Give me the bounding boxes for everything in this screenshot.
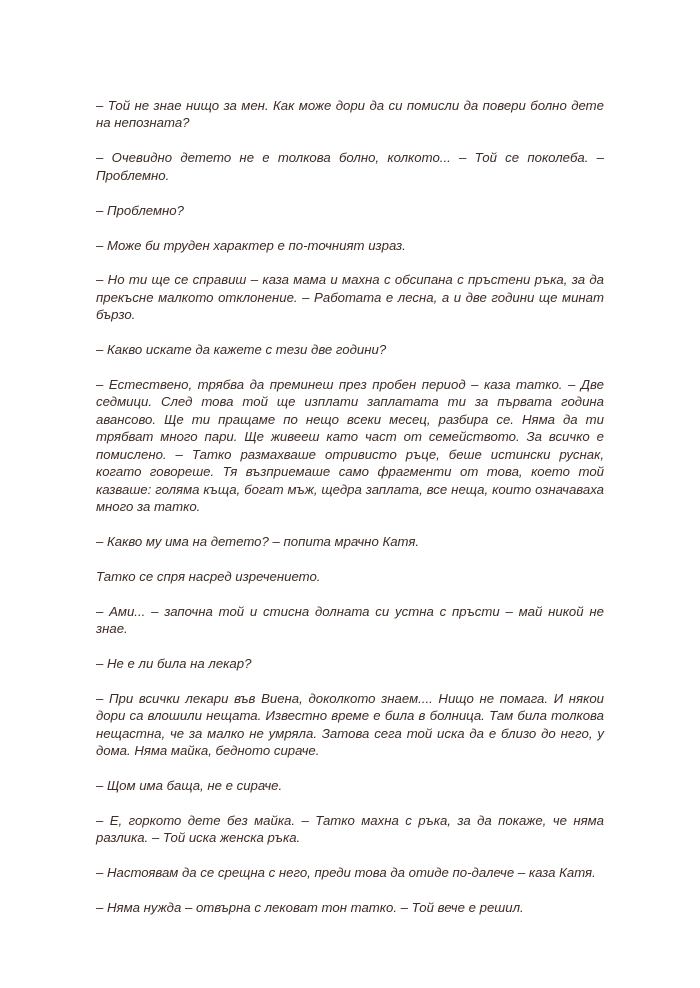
paragraph: – Естествено, трябва да преминеш през пробен период – каза татко. – Две седмици. След това той ще изплати заплатата ти за първата година авансово. Ще ти пращаме по нещо всеки месец, разбира се. Няма да ти трябват много пари. Ще живееш като част от семейството. За всичко е помислено. – Татко размахваше отривисто ръце, беше истински руснак, когато говореше. Тя възприемаше само фрагменти от това, което той казваше: голяма къща, богат мъж, щедра заплата, все неща, които означаваха много за татко. [96,377,604,514]
paragraph: Татко се спря насред изречението. [96,568,321,584]
paragraph: – Той не знае нищо за мен. Как може дори да си помисли да повери болно дете на непозната? [96,98,604,131]
body-text [96,97,604,934]
paragraph: – Няма нужда – отвърна с лековат тон татко. – Той вече е решил. [96,900,524,916]
paragraph: – Но ти ще се справиш – каза мама и махна с обсипана с пръстени ръка, за да прекъсне малкото отклонение. – Работата е лесна, а и две години ще минат бързо. [96,272,604,323]
paragraph: – Може би труден характер е по-точният израз. [96,237,406,253]
paragraph: – Не е ли била на лекар? [96,655,252,671]
paragraph: – Ами... – започна той и стисна долната си устна с пръсти – май никой не знае. [96,603,604,637]
paragraph: – Щом има баща, не е сираче. [96,777,283,793]
paragraph: – Какво искате да кажете с тези две години? [96,342,387,358]
paragraph: – Очевидно детето не е толкова болно, колкото... – Той се поколеба. – Проблемно. [96,150,604,183]
paragraph: – Какво му има на детето? – попита мрачно Катя. [96,533,420,549]
paragraph: – Настоявам да се срещна с него, преди това да отиде по-далече – каза Катя. [96,865,596,881]
paragraph: – Е, горкото дете без майка. – Татко махна с ръка, за да покаже, че няма разлика. – Той иска женска ръка. [96,812,604,846]
paragraph: – Проблемно? [96,202,184,218]
paragraph: – При всички лекари във Виена, доколкото знаем.... Нищо не помага. И някои дори са влошили нещата. Известно време е била в болница. Там била толкова нещастна, че за малко не умряла. Затова сега той иска да е близо до него, у дома. Няма майка, бедното сираче. [96,690,604,759]
